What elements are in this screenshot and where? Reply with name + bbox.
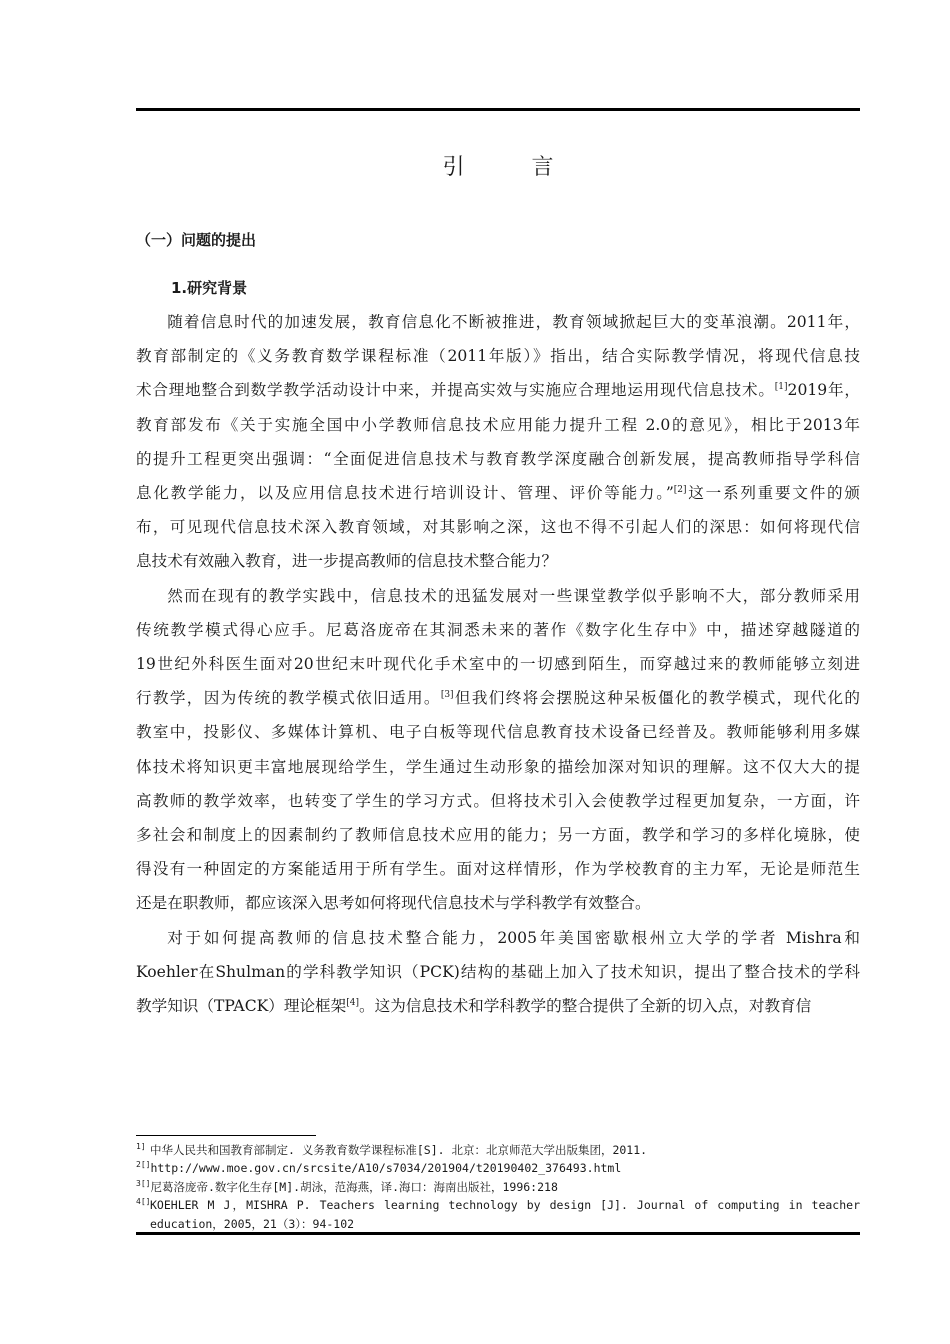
text-segment: 还是在职教师，都应该深入思考如何将现代信息技术与学科教学有效整合。 xyxy=(136,894,651,913)
header-rule xyxy=(136,108,860,111)
section-heading: （一）问题的提出 xyxy=(136,231,257,249)
text-line xyxy=(136,305,860,339)
text-segment: 2019年， xyxy=(787,381,860,400)
text-segment: 对于如何提高教师的信息技术整合能力，2005年美国密歇根州立大学的学者 Mishra和 xyxy=(167,928,860,947)
text-segment: 但我们终将会摆脱这种呆板僵化的教学模式，现代化的 xyxy=(453,689,860,708)
footnote xyxy=(136,1141,860,1159)
footnote-text: http://www.moe.gov.cn/srcsite/A10/s7034/201904/t20190402_376493.html xyxy=(150,1161,622,1176)
text-segment: Koehler在Shulman的学科教学知识（PCK)结构的基础上加入了技术知识，提出了整合技术的学科 xyxy=(136,962,860,981)
footnote-text: 尼葛洛庞帝.数字化生存[M].胡泳，范海燕，译.海口：海南出版社，1996:218 xyxy=(150,1179,558,1194)
paragraph xyxy=(136,305,860,579)
text-segment: 布，可见现代信息技术深入教育领域，对其影响之深，这也不得不引起人们的深思：如何将现代信 xyxy=(136,518,860,537)
text-segment: 得没有一种固定的方案能适用于所有学生。面对这样情形，作为学校教育的主力军，无论是师范生 xyxy=(136,860,860,879)
text-segment: 的提升工程更突出强调：“全面促进信息技术与教育教学深度融合创新发展，提高教师指导学科信 xyxy=(136,449,860,468)
text-line xyxy=(136,373,860,407)
text-segment: 随着信息时代的加速发展，教育信息化不断被推进，教育领域掀起巨大的变革浪潮。2011年， xyxy=(167,313,860,331)
citation-marker[interactable]: [3] xyxy=(440,690,454,701)
paragraph xyxy=(136,921,860,1024)
text-segment: 体技术将知识更丰富地展现给学生，学生通过生动形象的描绘加深对知识的理解。这不仅大大的提 xyxy=(136,757,860,776)
footnote-mark: 2[] xyxy=(136,1160,151,1170)
text-line xyxy=(136,408,860,442)
paragraph xyxy=(136,579,860,921)
footnote-rule xyxy=(136,1135,316,1136)
text-line xyxy=(136,784,860,818)
citation-marker[interactable]: [4] xyxy=(346,998,359,1009)
text-line xyxy=(136,647,860,681)
text-line xyxy=(136,886,860,920)
citation-marker[interactable]: [2] xyxy=(673,485,687,496)
text-segment: 高教师的教学效率，也转变了学生的学习方式。但将技术引入会使教学过程更加复杂，一方面，许 xyxy=(136,791,860,810)
citation-marker[interactable]: [1] xyxy=(774,382,788,393)
text-segment: 息技术有效融入教育，进一步提高教师的信息技术整合能力？ xyxy=(136,552,558,571)
subsection-heading: 1.研究背景 xyxy=(171,279,248,297)
text-segment: 术合理地整合到数学教学活动设计中来，并提高实效与实施应合理地运用现代信息技术。 xyxy=(136,381,775,400)
footer-rule xyxy=(136,1232,860,1235)
text-segment: 然而在现有的教学实践中，信息技术的迅猛发展对一些课堂教学似乎影响不大，部分教师采用 xyxy=(167,586,860,605)
text-segment: 多社会和制度上的因素制约了教师信息技术应用的能力；另一方面，教学和学习的多样化境脉，使 xyxy=(136,826,860,845)
text-segment: 教学知识（TPACK）理论框架 xyxy=(136,997,347,1016)
footnote xyxy=(136,1196,860,1233)
text-line xyxy=(136,579,860,613)
text-segment: 19世纪外科医生面对20世纪末叶现代化手术室中的一切感到陌生，而穿越过来的教师能够立刻进 xyxy=(136,655,860,674)
footnotes xyxy=(136,1141,860,1233)
text-line xyxy=(136,510,860,544)
text-line xyxy=(136,818,860,852)
text-line xyxy=(136,852,860,886)
text-segment: 传统教学模式得心应手。尼葛洛庞帝在其洞悉未来的著作《数字化生存中》中，描述穿越隧道的 xyxy=(136,620,860,639)
footnote-mark: 1] xyxy=(136,1142,146,1151)
text-line xyxy=(136,339,860,373)
text-line xyxy=(136,476,860,510)
text-segment: 息化教学能力，以及应用信息技术进行培训设计、管理、评价等能力。” xyxy=(136,484,674,503)
text-segment: 。这为信息技术和学科教学的整合提供了全新的切入点，对教育信 xyxy=(359,997,812,1016)
body-text xyxy=(136,305,860,1023)
footnote-mark: 4[] xyxy=(136,1197,151,1207)
page-title: 引 言 xyxy=(442,155,584,180)
text-line xyxy=(136,989,860,1023)
footnote-text: KOEHLER M J，MISHRA P. Teachers learning technology by design [J]. Journal of computing in teacher education，2005，21（3）：94-102 xyxy=(150,1198,860,1231)
footnote-text: 中华人民共和国教育部制定. 义务教育数学课程标准[S]. 北京：北京师范大学出版集团，2011. xyxy=(150,1143,648,1157)
text-line xyxy=(136,681,860,715)
text-line xyxy=(136,613,860,647)
text-line xyxy=(136,544,860,578)
footnote-mark: 3[] xyxy=(136,1178,151,1188)
footnote xyxy=(136,1159,860,1177)
text-line xyxy=(136,750,860,784)
text-segment: 行教学，因为传统的教学模式依旧适用。 xyxy=(136,689,441,708)
text-segment: 这一系列重要文件的颁 xyxy=(686,484,860,503)
text-line xyxy=(136,715,860,749)
text-segment: 教室中，投影仪、多媒体计算机、电子白板等现代信息教育技术设备已经普及。教师能够利用多媒 xyxy=(136,723,860,742)
text-line xyxy=(136,955,860,989)
text-segment: 教育部发布《关于实施全国中小学教师信息技术应用能力提升工程 2.0的意见》，相比于2013年 xyxy=(136,415,860,434)
footnote xyxy=(136,1178,860,1196)
text-line xyxy=(136,442,860,476)
text-segment: 教育部制定的《义务教育数学课程标准（2011年版）》指出，结合实际教学情况，将现代信息技 xyxy=(136,347,860,366)
text-line xyxy=(136,921,860,955)
